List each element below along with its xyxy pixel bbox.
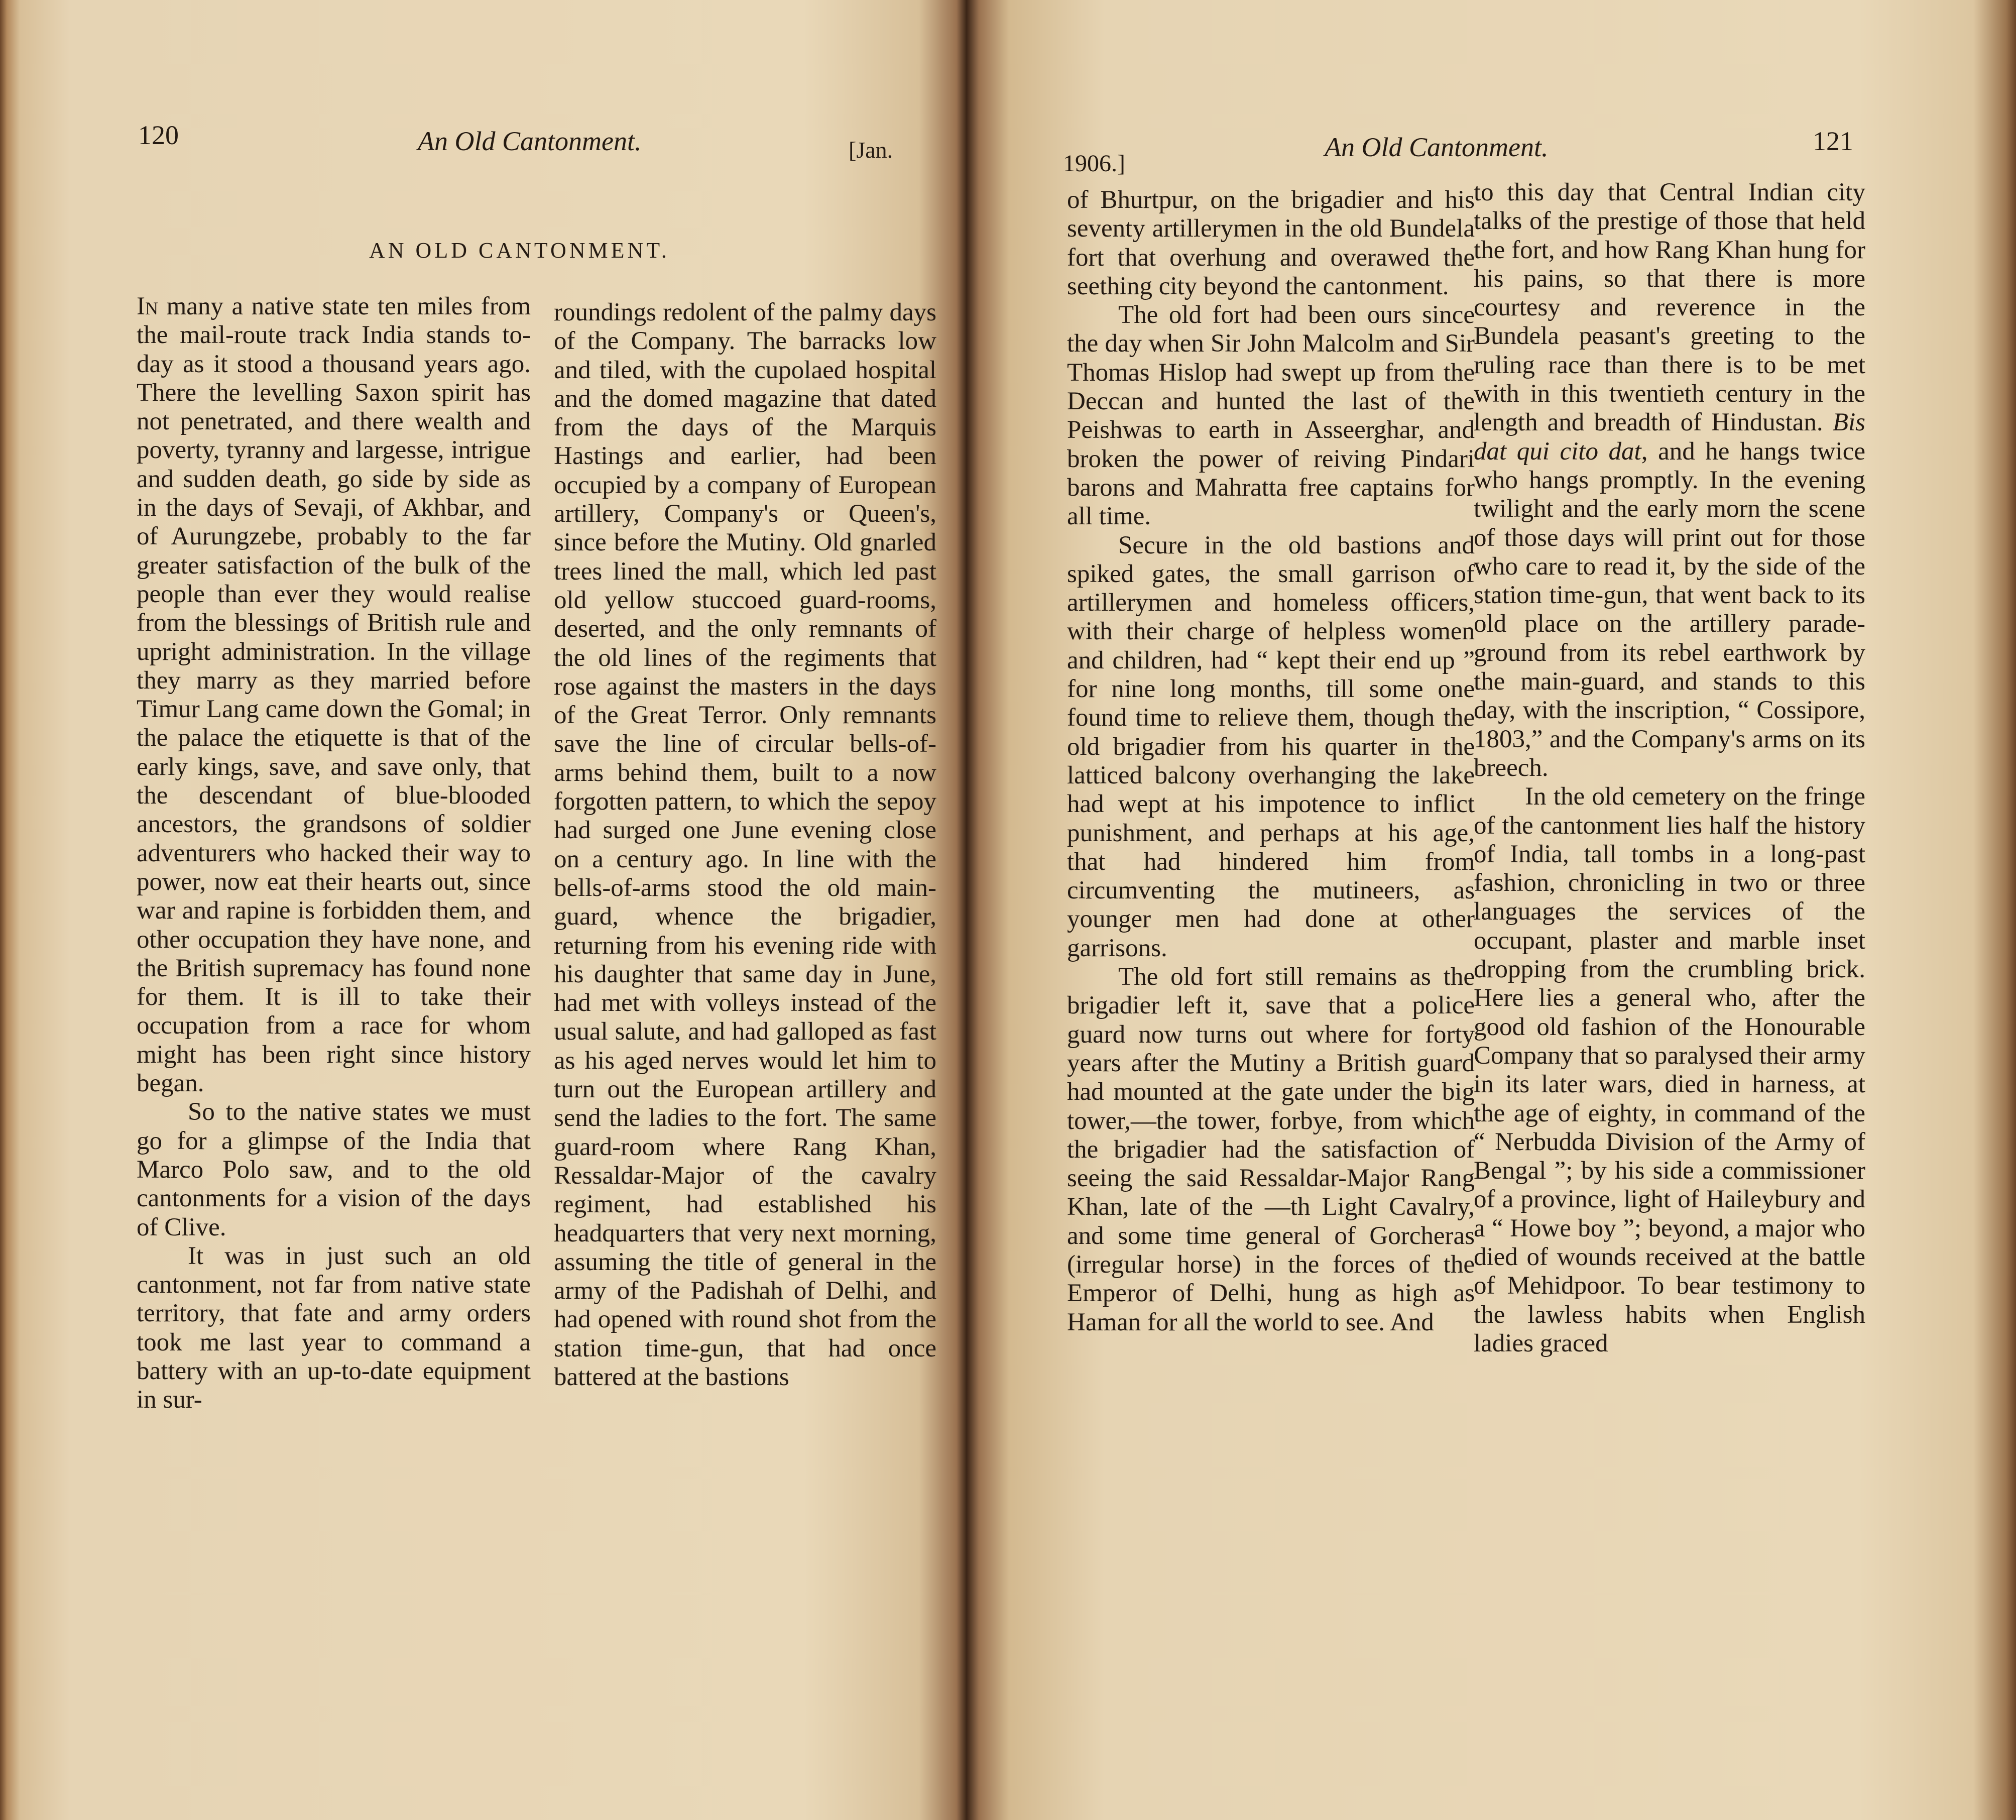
article-title: AN OLD CANTONMENT.: [369, 238, 670, 263]
date-tag: 1906.]: [1063, 150, 1125, 177]
right-running-header: [967, 0, 2016, 177]
paragraph: of Bhurtpur, on the brigadier and his seventy artillerymen in the old Bundela fort that overhung and overawed the seething city beyond the cantonment.: [1067, 186, 1475, 300]
paragraph: roundings redolent of the palmy days of the Company. The barracks low and tiled, with the cupolaed hospital and the domed magazine that dated from the days of the Marquis Hastings and earlier, had been occupied by a company of European artillery, Company's or Queen's, since before the Mutiny. Old gnarled trees lined the mall, which led past old yellow stuccoed guard-rooms, deserted, and the only remnants of the old lines of the regiments that rose against the masters in the days of the Great Terror. Only remnants save the line of circular bells-of-arms behind them, built to a now forgotten pattern, to which the sepoy had surged one June evening close on a century ago. In line with the bells-of-arms stood the old main-guard, whence the brigadier, returning from his evening ride with his daughter that same day in June, had met with volleys instead of the usual salute, and had galloped as fast as his aged nerves would let him to turn out the European artillery and send the ladies to the fort. The same guard-room where Rang Khan, Ressaldar-Major of the cavalry regiment, had established his headquarters that very next morning, assuming the title of general in the army of the Padishah of Delhi, and had opened with round shot from the station time-gun, that had once battered at the bastions: [554, 298, 936, 1391]
right-page: [967, 0, 2016, 1820]
paragraph-text: , and he hangs twice who hangs promptly. In the evening twilight and the early morn the scene of those days will print out for those who care to read it, by the side of the station time-gun, that went back to its old place on the artillery parade-ground from its rebel earthwork by the main-guard, and stands to this day, with the inscription, “ Cossipore, 1803,” and the Company's arms on its breech.: [1474, 437, 1866, 782]
paragraph-text: to this day that Central Indian city talks of the prestige of those that held the fort, and how Rang Khan hung for his pains, so that there is more courtesy and reverence in the Bundela peasant's greeting to the ruling race than there is to be met with in this twentieth century in the length and breadth of Hindustan.: [1474, 178, 1865, 437]
right-column-2: [1474, 178, 1865, 1358]
paragraph: Secure in the old bastions and spiked gates, the small garrison of artillerymen and homeless officers, with their charge of helpless women and children, had “ kept their end up ” for nine long months, till some one found time to relieve them, though the old brigadier from his quarter in the latticed balcony overhanging the lake had wept at his impotence to inflict punishment, and perhaps at his age, that had hindered him from circumventing the mutineers, as younger men had done at other garrisons.: [1067, 531, 1475, 962]
drop-cap: In: [137, 292, 158, 320]
left-running-header: [0, 0, 967, 163]
paragraph: So to the native states we must go for a glimpse of the India that Marco Polo saw, and to the old cantonments for a vision of the days of Clive.: [137, 1098, 531, 1241]
paragraph: In the old cemetery on the fringe of the cantonment lies half the history of India, tall tombs in a long-past fashion, chronicling in two or three languages the services of the occupant, plaster and marble inset dropping from the crumbling brick. Here lies a general who, after the good old fashion of the Honourable Company that so paralysed their army in its later wars, died in harness, at the age of eighty, in command of the “ Nerbudda Division of the Army of Bengal ”; by his side a commissioner of a province, light of Haileybury and a “ Howe boy ”; beyond, a major who died of wounds received at the battle of Mehidpoor. To bear testimony to the lawless habits when English ladies graced: [1474, 782, 1865, 1357]
paragraph: [137, 292, 531, 1098]
left-column-1: [137, 292, 531, 1415]
paragraph: [1474, 178, 1865, 782]
paragraph: The old fort had been ours since the day when Sir John Malcolm and Sir Thomas Hislop had swept up from the Deccan and hunted the last of the Peishwas to earth in Asseerghar, and broken the power of reiving Pindari barons and Mahratta free captains for all time.: [1067, 301, 1475, 531]
right-column-1: [1067, 186, 1475, 1337]
page-number: 120: [138, 120, 179, 150]
paragraph: The old fort still remains as the brigadier left it, save that a police guard now turns out where for forty years after the Mutiny a British guard had mounted at the gate under the big tower,—the tower, forbye, from which the brigadier had the satisfaction of seeing the said Ressaldar-Major Rang Khan, late of the —th Light Cavalry, and some time general of Gorcheras (irregular horse) in the forces of the Emperor of Delhi, hung as high as Haman for all the world to see. And: [1067, 963, 1475, 1336]
left-page: [0, 0, 967, 1820]
paragraph-text: many a native state ten miles from the mail-route track India stands to-day as it stood a thousand years ago. There the levelling Saxon spirit has not penetrated, and there wealth and poverty, tyranny and largesse, intrigue and sudden death, go side by side as in the days of Sevaji, of Akhbar, and of Aurungzebe, probably to the far greater satisfaction of the bulk of the people than ever they would realise from the blessings of British rule and upright administration. In the village they marry as they married before Timur Lang came down the Gomal; in the palace the etiquette is that of the early kings, save, and save only, that the descendant of blue-blooded ancestors, the grandsons of soldier adventurers who hacked their way to power, now eat their hearts out, since war and rapine is forbidden them, and other occupation they have none, and the British supremacy has found none for them. It is ill to take their occupation from a race for whom might has been right since history began.: [137, 292, 531, 1098]
running-title: An Old Cantonment.: [418, 126, 642, 156]
date-tag: [Jan.: [849, 137, 893, 163]
running-title: An Old Cantonment.: [1325, 132, 1549, 162]
latin-quote: Bis dat qui cito dat: [1474, 408, 1865, 466]
paragraph: It was in just such an old cantonment, not far from native state territory, that fate and army orders took me last year to command a battery with an up-to-date equipment in sur-: [137, 1241, 531, 1414]
left-column-2: [554, 298, 936, 1392]
page-number: 121: [1813, 126, 1853, 156]
